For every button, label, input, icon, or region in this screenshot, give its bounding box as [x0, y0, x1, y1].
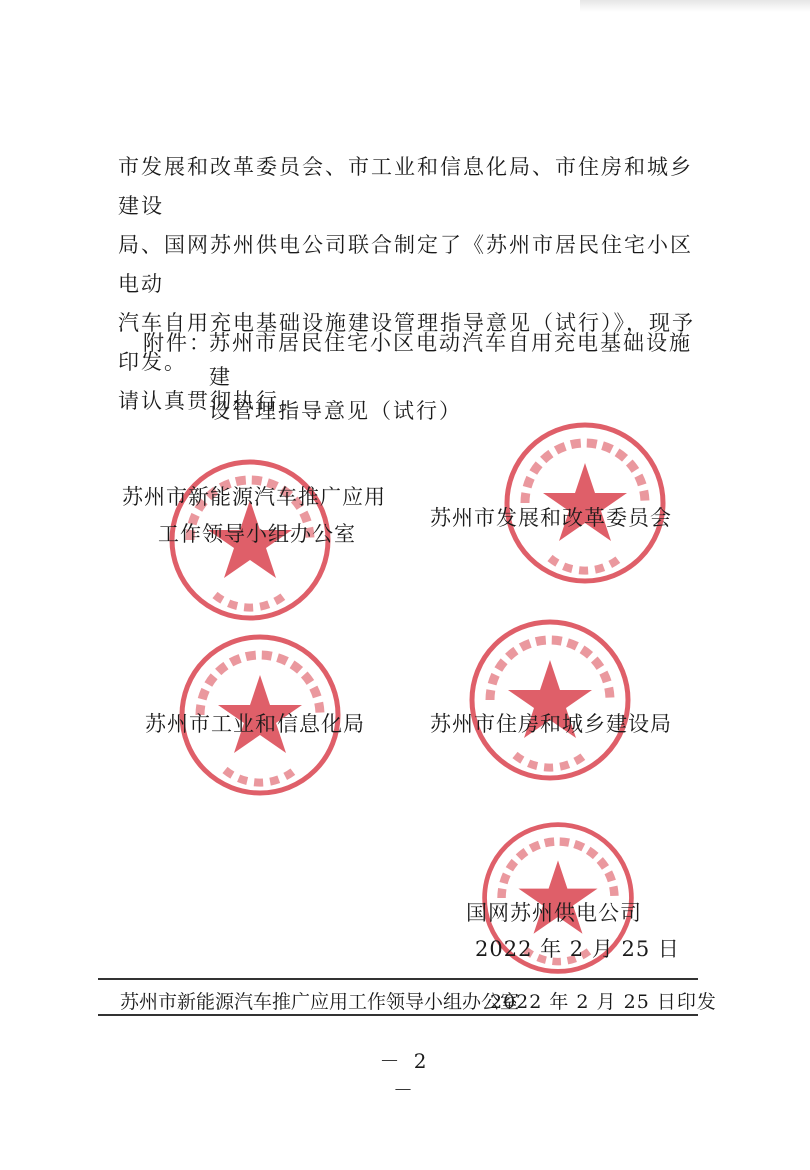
attachment-title	[209, 326, 709, 428]
page-number: － 2 －	[379, 1049, 431, 1102]
signing-date: 2022 年 2 月 25 日	[475, 937, 680, 961]
attachment-label: 附件：	[143, 331, 212, 355]
seal-stamp-4	[465, 615, 635, 785]
footer-issuer: 苏州市新能源汽车推广应用工作领导小组办公室	[120, 991, 520, 1013]
footer-rule-bottom	[98, 1014, 698, 1016]
signatory-2: 苏州市发展和改革委员会	[430, 506, 672, 530]
attachment-title-line: 设管理指导意见（试行）	[209, 399, 462, 423]
body-line: 汽车自用充电基础设施建设管理指导意见（试行）》，现予印发。	[118, 311, 695, 374]
signatory-4: 苏州市住房和城乡建设局	[430, 712, 672, 736]
body-line: 请认真贯彻执行。	[118, 389, 302, 413]
attachment-title-line: 苏州市居民住宅小区电动汽车自用充电基础设施建	[209, 331, 692, 389]
footer-rule-top	[98, 978, 698, 980]
signatory-3: 苏州市工业和信息化局	[145, 712, 365, 736]
footer-issue-date: 2022 年 2 月 25 日印发	[490, 991, 717, 1013]
body-line: 市发展和改革委员会、市工业和信息化局、市住房和城乡建设	[118, 155, 693, 218]
signatory-1-line1: 苏州市新能源汽车推广应用	[122, 485, 386, 509]
signatory-1-line2: 工作领导小组办公室	[158, 522, 356, 546]
page-corner-shadow	[580, 0, 810, 12]
signatory-5: 国网苏州供电公司	[466, 901, 642, 925]
body-line: 局、国网苏州供电公司联合制定了《苏州市居民住宅小区电动	[118, 233, 693, 296]
